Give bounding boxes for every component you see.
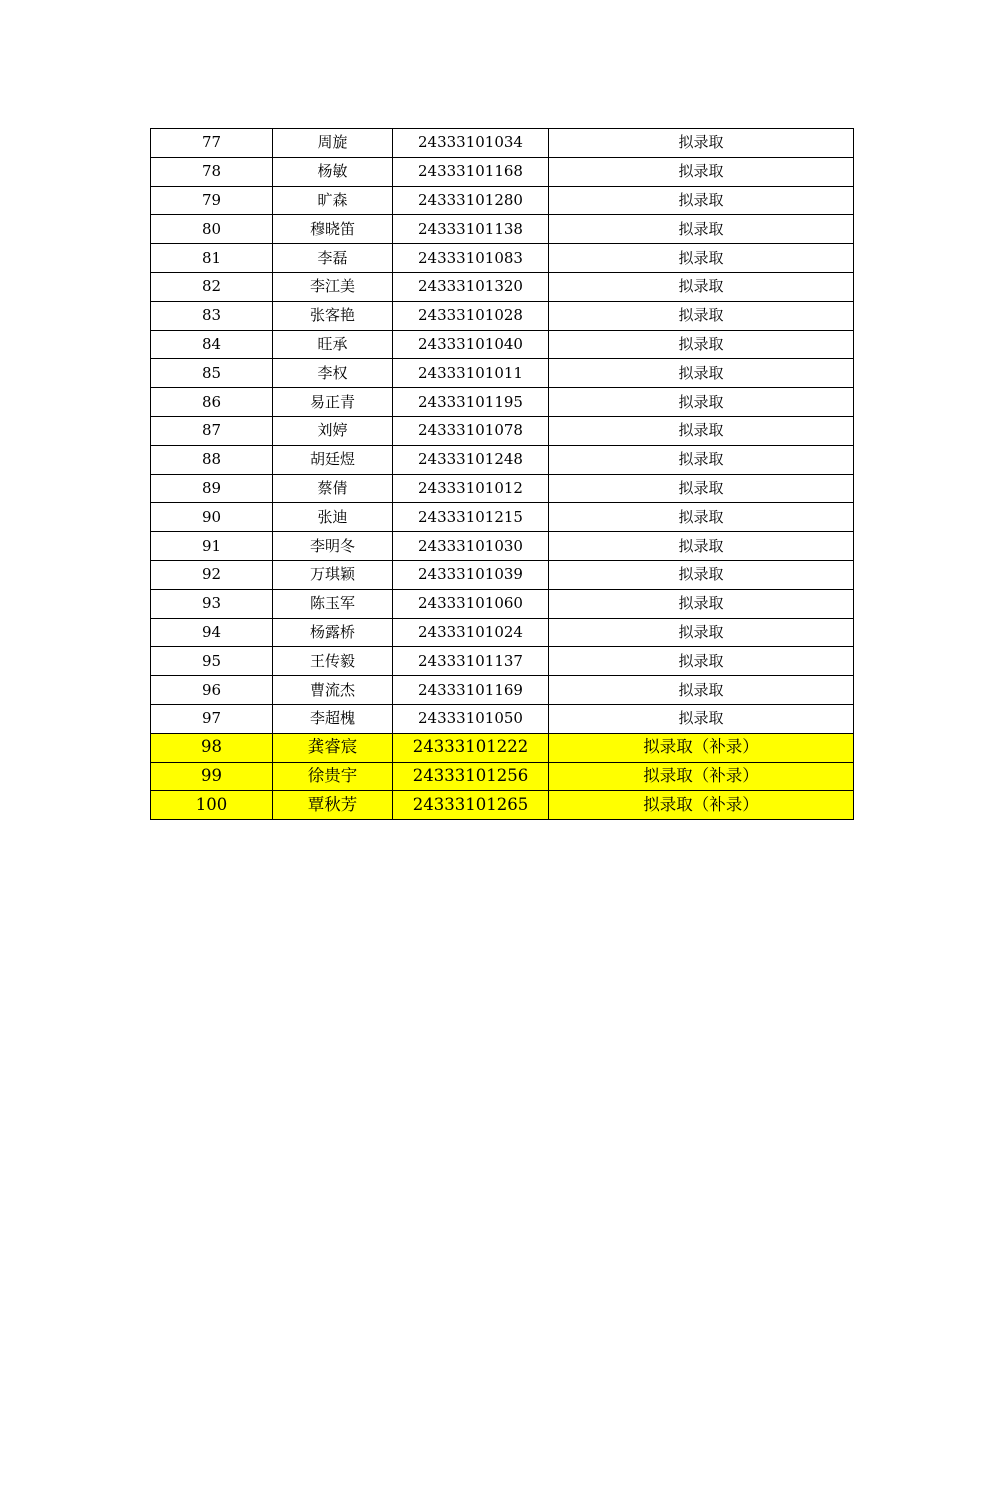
- admission-list-table: [150, 128, 854, 820]
- candidate-name-cell: 胡廷煜: [273, 445, 393, 474]
- admission-status-cell: 拟录取: [549, 589, 854, 618]
- candidate-name-cell: 杨露桥: [273, 618, 393, 647]
- candidate-name-cell: 张迪: [273, 503, 393, 532]
- table-row: [151, 445, 854, 474]
- row-number-cell: 85: [151, 359, 273, 388]
- row-number-cell: 94: [151, 618, 273, 647]
- admission-status-cell: 拟录取: [549, 129, 854, 158]
- table-row: [151, 503, 854, 532]
- candidate-name-cell: 曹流杰: [273, 676, 393, 705]
- exam-id-cell: 24333101320: [393, 272, 549, 301]
- admission-status-cell: 拟录取: [549, 445, 854, 474]
- exam-id-cell: 24333101083: [393, 244, 549, 273]
- admission-status-cell: 拟录取: [549, 474, 854, 503]
- admission-status-cell: 拟录取: [549, 618, 854, 647]
- table-row: [151, 647, 854, 676]
- candidate-name-cell: 徐贵宇: [273, 762, 393, 791]
- table-row: [151, 244, 854, 273]
- exam-id-cell: 24333101215: [393, 503, 549, 532]
- table-row: [151, 215, 854, 244]
- candidate-name-cell: 张客艳: [273, 301, 393, 330]
- exam-id-cell: 24333101078: [393, 416, 549, 445]
- exam-id-cell: 24333101256: [393, 762, 549, 791]
- row-number-cell: 83: [151, 301, 273, 330]
- admission-status-cell: 拟录取: [549, 560, 854, 589]
- candidate-name-cell: 旺承: [273, 330, 393, 359]
- table-row: [151, 733, 854, 762]
- admission-status-cell: 拟录取: [549, 215, 854, 244]
- row-number-cell: 82: [151, 272, 273, 301]
- row-number-cell: 77: [151, 129, 273, 158]
- admission-status-cell: 拟录取（补录）: [549, 733, 854, 762]
- candidate-name-cell: 穆晓笛: [273, 215, 393, 244]
- admission-list-body: [151, 129, 854, 820]
- table-row: [151, 157, 854, 186]
- candidate-name-cell: 李超槐: [273, 704, 393, 733]
- exam-id-cell: 24333101280: [393, 186, 549, 215]
- table-row: [151, 676, 854, 705]
- candidate-name-cell: 李明冬: [273, 532, 393, 561]
- table-row: [151, 532, 854, 561]
- row-number-cell: 90: [151, 503, 273, 532]
- row-number-cell: 78: [151, 157, 273, 186]
- table-row: [151, 704, 854, 733]
- table-row: [151, 791, 854, 820]
- exam-id-cell: 24333101060: [393, 589, 549, 618]
- candidate-name-cell: 覃秋芳: [273, 791, 393, 820]
- table-row: [151, 589, 854, 618]
- exam-id-cell: 24333101024: [393, 618, 549, 647]
- candidate-name-cell: 万琪颖: [273, 560, 393, 589]
- table-row: [151, 388, 854, 417]
- exam-id-cell: 24333101195: [393, 388, 549, 417]
- candidate-name-cell: 周旋: [273, 129, 393, 158]
- row-number-cell: 99: [151, 762, 273, 791]
- table-row: [151, 272, 854, 301]
- row-number-cell: 86: [151, 388, 273, 417]
- admission-status-cell: 拟录取: [549, 503, 854, 532]
- admission-status-cell: 拟录取: [549, 388, 854, 417]
- table-row: [151, 618, 854, 647]
- exam-id-cell: 24333101028: [393, 301, 549, 330]
- row-number-cell: 80: [151, 215, 273, 244]
- candidate-name-cell: 旷森: [273, 186, 393, 215]
- table-row: [151, 359, 854, 388]
- exam-id-cell: 24333101248: [393, 445, 549, 474]
- row-number-cell: 100: [151, 791, 273, 820]
- exam-id-cell: 24333101169: [393, 676, 549, 705]
- exam-id-cell: 24333101222: [393, 733, 549, 762]
- admission-status-cell: 拟录取: [549, 244, 854, 273]
- exam-id-cell: 24333101138: [393, 215, 549, 244]
- row-number-cell: 84: [151, 330, 273, 359]
- exam-id-cell: 24333101039: [393, 560, 549, 589]
- row-number-cell: 93: [151, 589, 273, 618]
- table-row: [151, 330, 854, 359]
- admission-status-cell: 拟录取: [549, 359, 854, 388]
- candidate-name-cell: 陈玉军: [273, 589, 393, 618]
- admission-status-cell: 拟录取: [549, 676, 854, 705]
- row-number-cell: 97: [151, 704, 273, 733]
- row-number-cell: 89: [151, 474, 273, 503]
- row-number-cell: 91: [151, 532, 273, 561]
- exam-id-cell: 24333101034: [393, 129, 549, 158]
- candidate-name-cell: 易正青: [273, 388, 393, 417]
- table-row: [151, 186, 854, 215]
- row-number-cell: 79: [151, 186, 273, 215]
- admission-status-cell: 拟录取（补录）: [549, 762, 854, 791]
- candidate-name-cell: 刘婷: [273, 416, 393, 445]
- exam-id-cell: 24333101030: [393, 532, 549, 561]
- candidate-name-cell: 李权: [273, 359, 393, 388]
- candidate-name-cell: 蔡倩: [273, 474, 393, 503]
- admission-status-cell: 拟录取: [549, 416, 854, 445]
- admission-status-cell: 拟录取: [549, 272, 854, 301]
- exam-id-cell: 24333101050: [393, 704, 549, 733]
- admission-status-cell: 拟录取: [549, 186, 854, 215]
- admission-status-cell: 拟录取: [549, 301, 854, 330]
- table-row: [151, 560, 854, 589]
- exam-id-cell: 24333101011: [393, 359, 549, 388]
- exam-id-cell: 24333101040: [393, 330, 549, 359]
- admission-status-cell: 拟录取: [549, 157, 854, 186]
- admission-status-cell: 拟录取: [549, 647, 854, 676]
- row-number-cell: 96: [151, 676, 273, 705]
- table-row: [151, 129, 854, 158]
- row-number-cell: 81: [151, 244, 273, 273]
- table-row: [151, 301, 854, 330]
- exam-id-cell: 24333101168: [393, 157, 549, 186]
- admission-status-cell: 拟录取: [549, 330, 854, 359]
- admission-status-cell: 拟录取: [549, 532, 854, 561]
- row-number-cell: 95: [151, 647, 273, 676]
- row-number-cell: 92: [151, 560, 273, 589]
- admission-status-cell: 拟录取（补录）: [549, 791, 854, 820]
- exam-id-cell: 24333101265: [393, 791, 549, 820]
- candidate-name-cell: 李江美: [273, 272, 393, 301]
- row-number-cell: 88: [151, 445, 273, 474]
- candidate-name-cell: 李磊: [273, 244, 393, 273]
- exam-id-cell: 24333101137: [393, 647, 549, 676]
- row-number-cell: 87: [151, 416, 273, 445]
- admission-status-cell: 拟录取: [549, 704, 854, 733]
- table-row: [151, 416, 854, 445]
- candidate-name-cell: 杨敏: [273, 157, 393, 186]
- table-row: [151, 474, 854, 503]
- row-number-cell: 98: [151, 733, 273, 762]
- exam-id-cell: 24333101012: [393, 474, 549, 503]
- table-row: [151, 762, 854, 791]
- candidate-name-cell: 王传毅: [273, 647, 393, 676]
- candidate-name-cell: 龚睿宸: [273, 733, 393, 762]
